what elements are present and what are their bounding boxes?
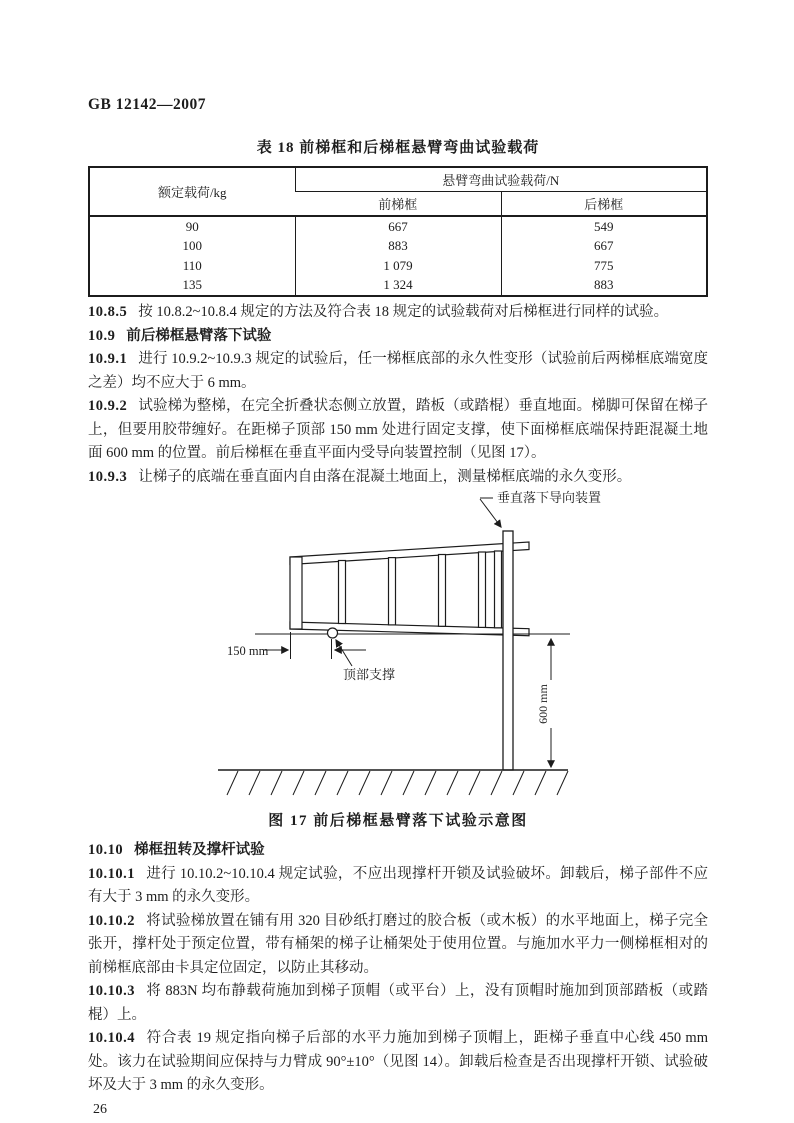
clause-10-9-2: [88, 395, 708, 466]
table-row: [89, 216, 707, 237]
figure-17: [88, 490, 708, 830]
clause-number: 10.10.3: [88, 983, 135, 999]
cell-front-load: 1 324: [295, 276, 501, 297]
clause-number: 10.10.4: [88, 1030, 135, 1046]
table-header-row-1: [89, 167, 707, 192]
clause-number: 10.9.3: [88, 468, 128, 485]
clause-10-10-3: [88, 980, 708, 1027]
table-row: [89, 256, 707, 276]
clause-10-9-3: [88, 466, 708, 490]
col-header-cantilever-load: 悬臂弯曲试验载荷/N: [295, 167, 707, 192]
section-10-9: [88, 301, 708, 489]
cell-front-load: 667: [295, 216, 501, 237]
cell-rear-load: 775: [501, 256, 707, 276]
clause-text: 让梯子的底端在垂直面内自由落在混凝土地面上，测量梯框底端的永久变形。: [138, 468, 632, 485]
clause-10-10-4: [88, 1027, 708, 1098]
clause-text: 前后梯框悬臂落下试验: [126, 327, 272, 344]
clause-number: 10.10.2: [88, 912, 135, 929]
clause-10-9-1: [88, 348, 708, 395]
table18-title: 表 18 前梯框和后梯框悬臂弯曲试验载荷: [256, 140, 540, 156]
cell-rated-load: 110: [182, 257, 202, 273]
section-10-10: [88, 839, 708, 1098]
standard-number: GB 12142—2007: [88, 96, 207, 113]
figure17-caption: 图 17 前后梯框悬臂落下试验示意图: [268, 813, 528, 829]
clause-text: 将试验梯放置在铺有用 320 目砂纸打磨过的胶合板（或木板）的水平地面上，梯子完全张开，撑杆处于预定位置，带有桶架的梯子让桶架处于使用位置。与施加水平力一侧梯框相对的前梯框底部由卡具定位固定，以防止其移动。: [88, 912, 708, 976]
table18: [88, 166, 708, 297]
clause-number: 10.8.5: [88, 304, 128, 320]
cell-rear-load: 667: [501, 237, 707, 257]
dimension-150mm: [263, 632, 366, 659]
guide-post: [503, 531, 513, 770]
clause-number: 10.9: [88, 327, 116, 344]
figure17-diagram: [88, 490, 708, 800]
clause-number: 10.10: [88, 842, 124, 858]
cell-rear-load: 883: [501, 276, 707, 297]
cell-rated-load: 100: [182, 238, 202, 254]
table-row: [89, 276, 707, 297]
guide-device-label: 垂直落下导向装置: [497, 490, 602, 505]
clause-number: 10.9.2: [88, 398, 128, 414]
clause-text: 进行 10.9.2~10.9.3 规定的试验后，任一梯框底部的永久性变形（试验前后两梯框底端宽度之差）均不应大于 6 mm。: [88, 351, 708, 391]
clause-text: 试验梯为整梯，在完全折叠状态侧立放置，踏板（或踏棍）垂直地面。梯脚可保留在梯子上，但要用胶带缠好。在距梯子顶部 150 mm 处进行固定支撑，使下面梯框底端保持距混凝土地面 600 mm 的位置。前后梯框在垂直平面内受导向装置控制（见图 17）。: [88, 398, 708, 461]
cell-rated-load: 135: [182, 277, 202, 293]
top-support-pivot: [328, 628, 338, 638]
cell-rear-load: 549: [501, 216, 707, 237]
page-number: 26: [93, 1101, 107, 1117]
top-support-leader: [336, 640, 352, 666]
clause-10-10-heading: [88, 839, 708, 863]
col-header-rear-rail: 后梯框: [501, 192, 707, 217]
cell-front-load: 1 079: [295, 256, 501, 276]
table-row: [89, 237, 707, 257]
ground-hatching: [218, 770, 568, 795]
clause-10-10-1: [88, 863, 708, 910]
cell-front-load: 883: [295, 237, 501, 257]
dim-150mm-label: 150 mm: [227, 644, 269, 658]
clause-text: 进行 10.10.2~10.10.4 规定试验，不应出现撑杆开锁及试验破坏。卸载后，梯子部件不应有大于 3 mm 的永久变形。: [88, 865, 708, 905]
col-header-front-rail: 前梯框: [295, 192, 501, 217]
clause-number: 10.9.1: [88, 351, 128, 367]
dim-600mm-label: 600 mm: [536, 684, 550, 724]
clause-text: 梯框扭转及撑杆试验: [134, 842, 265, 858]
clause-text: 将 883N 均布静载荷施加到梯子顶帽（或平台）上，没有顶帽时施加到顶部踏板（或踏棍）上。: [88, 983, 708, 1023]
clause-10-9-heading: [88, 325, 708, 349]
ladder-drawing: [290, 542, 529, 636]
clause-text: 符合表 19 规定指向梯子后部的水平力施加到梯子顶帽上，距梯子垂直中心线 450 mm 处。该力在试验期间应保持与力臂成 90°±10°（见图 14）。卸载后检查是否出现撑杆开锁、试验破坏及大于 3 mm 的永久变形。: [88, 1030, 708, 1093]
col-header-rated-load: 额定载荷/kg: [89, 167, 295, 216]
clause-number: 10.10.1: [88, 865, 135, 882]
clause-text: 按 10.8.2~10.8.4 规定的方法及符合表 18 规定的试验载荷对后梯框进行同样的试验。: [138, 304, 669, 320]
top-support-label: 顶部支撑: [343, 667, 396, 682]
clause-10-8-5: [88, 301, 708, 325]
clause-10-10-2: [88, 910, 708, 981]
cell-rated-load: 90: [185, 218, 199, 234]
